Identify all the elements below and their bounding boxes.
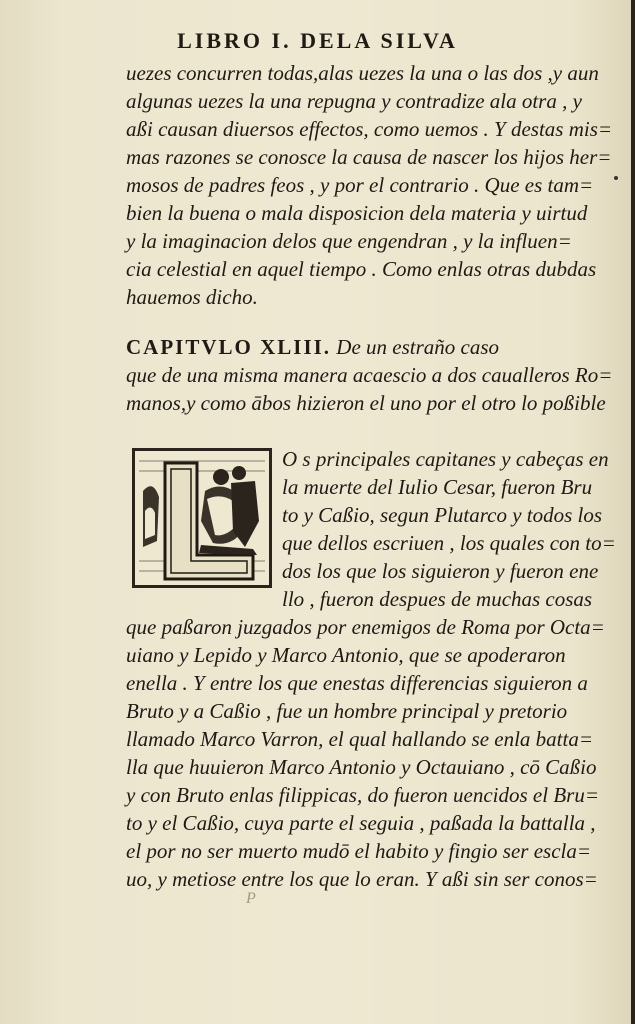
text-line: llo , fueron despues de muchas cosas (282, 587, 593, 611)
text-line: aßi causan diuersos effectos, como uemos . Y destas mis= (126, 117, 613, 141)
text-line: to y el Caßio, cuya parte el seguia , paßada la battalla , (126, 811, 596, 835)
signature-mark: P (246, 890, 256, 907)
chapter-title-line (126, 334, 499, 360)
margin-mark (614, 176, 618, 180)
text-line: uezes concurren todas,alas uezes la una o las dos ,y aun (126, 61, 599, 85)
text-line: mosos de padres feos , y por el contrario . Que es tam= (126, 173, 594, 197)
chapter-title-line: manos,y como ābos hizieron el uno por el otro lo poßible (126, 391, 606, 415)
text-line: algunas uezes la una repugna y contradize ala otra , y (126, 89, 582, 113)
text-line: dos los que los siguieron y fueron ene (282, 559, 599, 583)
text-line: y la imaginacion delos que engendran , y la influen= (126, 229, 572, 253)
text-line: enella . Y entre los que enestas differencias siguieron a (126, 671, 588, 695)
text-line: O s principales capitanes y cabeças en (282, 447, 609, 471)
chapter-label: CAPITVLO XLIII. (126, 335, 332, 359)
text-line: mas razones se conosce la causa de nascer los hijos her= (126, 145, 612, 169)
page-edge (631, 0, 635, 1024)
text-line: el por no ser muerto mudō el habito y fingio ser escla= (126, 839, 592, 863)
text-line: Bruto y a Caßio , fue un hombre principal y pretorio (126, 699, 568, 723)
text-line: uo, y metiose entre los que lo eran. Y aßi sin ser conos= (126, 867, 598, 891)
decorated-initial-woodcut (132, 448, 272, 588)
text-line: y con Bruto enlas filippicas, do fueron uencidos el Bru= (126, 783, 599, 807)
text-line: lla que huuieron Marco Antonio y Octauiano , cō Caßio (126, 755, 597, 779)
chapter-title-line: que de una misma manera acaescio a dos caualleros Ro= (126, 363, 613, 387)
text-line: to y Caßio, segun Plutarco y todos los (282, 503, 603, 527)
running-header: LIBRO I. DELA SILVA (177, 28, 458, 53)
woodcut-illustration (135, 451, 269, 585)
chapter-title-start: De un estraño caso (336, 335, 500, 359)
text-line: la muerte del Iulio Cesar, fueron Bru (282, 475, 593, 499)
text-line: llamado Marco Varron, el qual hallando se enla batta= (126, 727, 594, 751)
text-line: hauemos dicho. (126, 285, 258, 309)
text-line: uiano y Lepido y Marco Antonio, que se apoderaron (126, 643, 566, 667)
text-line: bien la buena o mala disposicion dela materia y uirtud (126, 201, 588, 225)
text-line: que paßaron juzgados por enemigos de Roma por Octa= (126, 615, 605, 639)
text-line: cia celestial en aquel tiempo . Como enlas otras dubdas (126, 257, 597, 281)
text-line: que dellos escriuen , los quales con to= (282, 531, 616, 555)
